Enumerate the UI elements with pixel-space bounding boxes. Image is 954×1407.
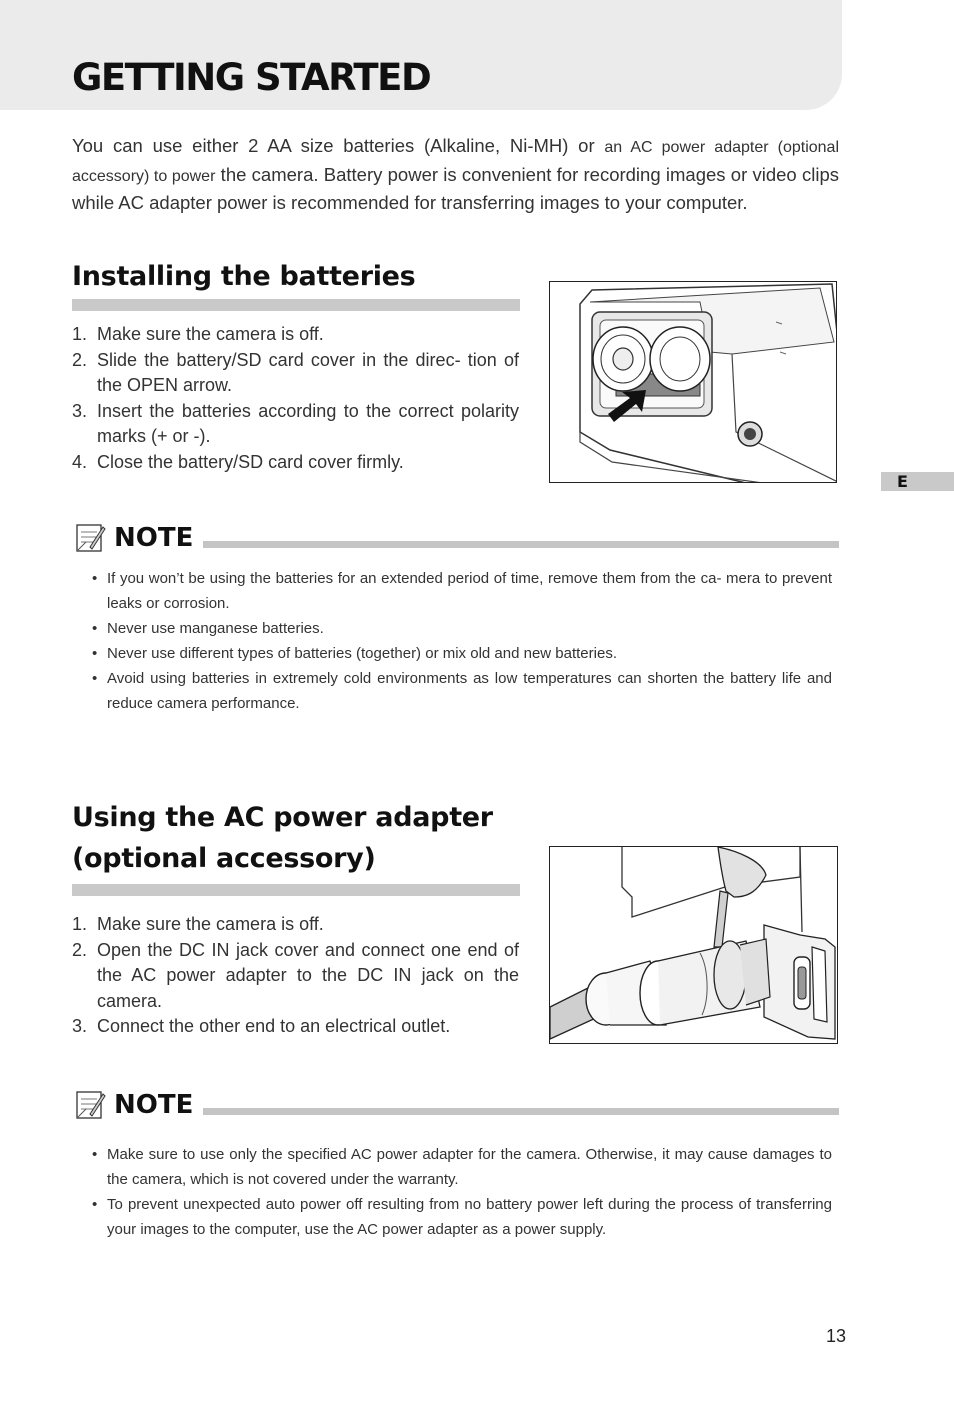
language-tab xyxy=(881,472,954,491)
page-title: GETTING STARTED xyxy=(72,56,431,99)
adapter-note-header xyxy=(72,1088,839,1124)
list-item xyxy=(72,450,519,476)
step-text: Connect the other end to an electrical outlet. xyxy=(97,1016,451,1036)
batteries-steps xyxy=(72,322,519,475)
batteries-heading: Installing the batteries xyxy=(72,261,416,292)
list-item xyxy=(72,938,519,1015)
adapter-heading-rule xyxy=(72,884,520,896)
step-text: Open the DC IN jack cover and connect one end of the AC power adapter to the DC IN jack on the camera. xyxy=(97,939,519,1011)
note-rule xyxy=(203,1108,839,1115)
page-number: 13 xyxy=(826,1326,847,1346)
language-tab-label: E xyxy=(897,472,908,491)
note-label: NOTE xyxy=(114,523,194,553)
list-item xyxy=(92,616,832,641)
batteries-note-list xyxy=(92,566,832,716)
note-text: Make sure to use only the specified AC power adapter for the camera. Otherwise, it may cause damages to the camera, which is not covered under the warranty. xyxy=(107,1146,832,1188)
step-number: 2. xyxy=(72,349,88,370)
adapter-heading xyxy=(72,797,493,879)
list-item xyxy=(72,399,519,450)
step-text: Make sure the camera is off. xyxy=(97,324,324,344)
note-rule xyxy=(203,541,839,548)
list-item xyxy=(92,641,832,666)
batteries-note-header xyxy=(72,521,839,557)
step-number: 4. xyxy=(72,451,88,472)
note-memo-icon xyxy=(74,1090,106,1120)
list-item xyxy=(72,1014,519,1040)
adapter-heading-line2: (optional accessory) xyxy=(72,843,376,874)
adapter-heading-line1: Using the AC power adapter xyxy=(72,802,493,833)
step-text: Slide the battery/SD card cover in the direc- tion of the OPEN arrow. xyxy=(97,349,519,395)
step-number: 3. xyxy=(72,1016,88,1036)
intro-text-part2: the camera. Battery power is convenient for recording images or video clips while AC adapter power is recommended for transferring images to your computer. xyxy=(72,163,839,213)
note-text: To prevent unexpected auto power off resulting from no battery power left during the process of transferring your images to the computer, use the AC power adapter as a power supply. xyxy=(107,1196,832,1238)
intro-text-small: an AC power adapter (optional accessory) to power xyxy=(72,139,840,185)
battery-installation-figure xyxy=(549,281,837,483)
bullet: • xyxy=(92,670,98,687)
list-item xyxy=(92,566,832,616)
note-text: Avoid using batteries in extremely cold environments as low temperatures can shorten the battery life and reduce camera performance. xyxy=(107,670,832,712)
bullet: • xyxy=(92,620,98,637)
bullet: • xyxy=(92,645,98,662)
list-item xyxy=(72,322,519,348)
ac-adapter-figure xyxy=(549,846,838,1044)
step-text: Insert the batteries according to the correct polarity marks (+ or -). xyxy=(97,400,519,446)
note-text: If you won’t be using the batteries for an extended period of time, remove them from the ca- mera to prevent leaks or corrosion. xyxy=(107,570,832,612)
step-number: 2. xyxy=(72,939,88,960)
step-text: Close the battery/SD card cover firmly. xyxy=(97,451,404,472)
adapter-note-list xyxy=(92,1142,832,1242)
bullet: • xyxy=(92,1196,98,1213)
bullet: • xyxy=(92,1146,98,1163)
note-text: Never use different types of batteries (together) or mix old and new batteries. xyxy=(107,645,617,662)
dc-in-jack-illustration xyxy=(550,847,838,1044)
list-item xyxy=(72,912,519,938)
list-item xyxy=(92,666,832,716)
step-number: 3. xyxy=(72,400,88,421)
note-memo-icon xyxy=(74,523,106,553)
list-item xyxy=(92,1192,832,1242)
adapter-steps xyxy=(72,912,519,1040)
bullet: • xyxy=(92,570,98,587)
batteries-heading-rule xyxy=(72,299,520,311)
intro-paragraph xyxy=(72,133,839,217)
camera-battery-compartment-illustration xyxy=(550,282,837,483)
step-number: 1. xyxy=(72,914,88,934)
note-label: NOTE xyxy=(114,1090,194,1120)
list-item xyxy=(72,348,519,399)
note-text: Never use manganese batteries. xyxy=(107,620,324,637)
step-text: Make sure the camera is off. xyxy=(97,914,324,934)
intro-text-part1: You can use either 2 AA size batteries (Alkaline, Ni-MH) or xyxy=(72,135,605,156)
step-number: 1. xyxy=(72,324,88,344)
list-item xyxy=(92,1142,832,1192)
